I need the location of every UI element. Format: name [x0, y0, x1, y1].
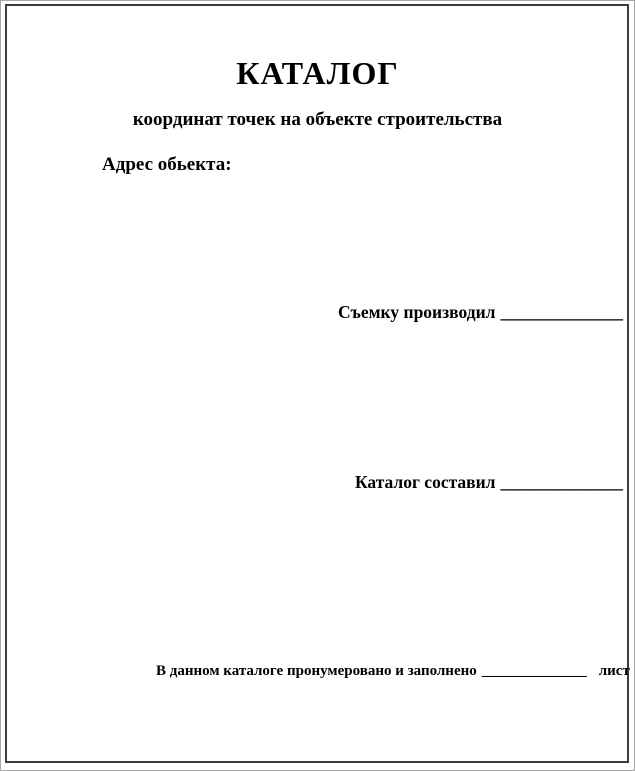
compiler-blank-line: ______________ — [500, 472, 623, 492]
sheet-count-suffix: лист — [598, 663, 630, 679]
surveyor-line — [338, 304, 623, 322]
compiler-label: Каталог составил — [354, 472, 496, 492]
surveyor-label: Съемку производил — [338, 302, 496, 322]
sheet-count-blank-line: ______________ — [481, 663, 587, 679]
sheet-count-prefix: В данном каталоге пронумеровано и заполнено — [156, 663, 477, 679]
sheet-count-line — [156, 664, 630, 679]
surveyor-blank-line: ______________ — [500, 302, 623, 322]
document-subtitle: координат точек на объекте строительства — [132, 109, 503, 130]
address-label: Адрес обьекта: — [102, 154, 232, 175]
compiler-line — [355, 474, 623, 492]
document-title: КАТАЛОГ — [236, 55, 399, 91]
